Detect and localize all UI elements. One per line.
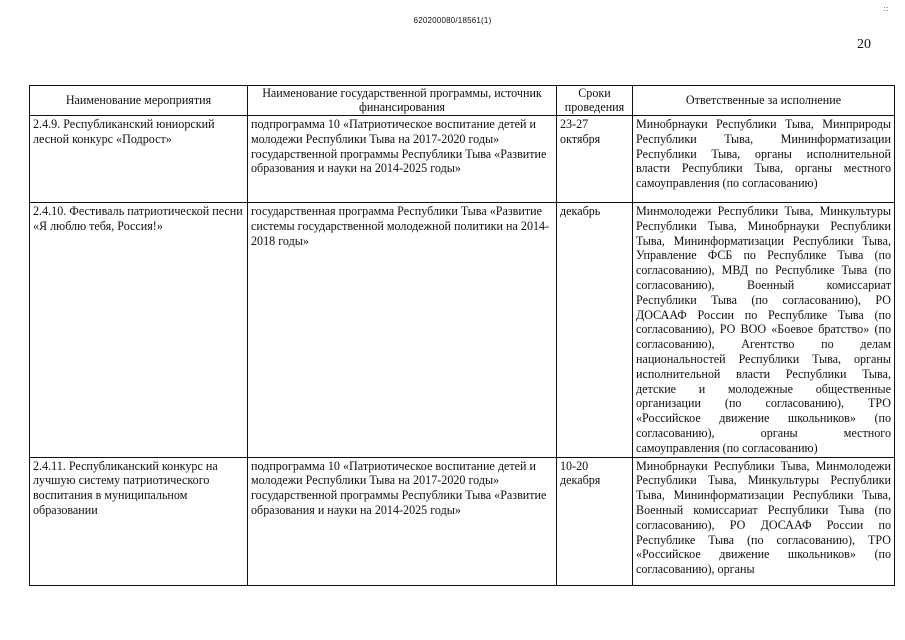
event-cell: 2.4.10. Фестиваль патриотической песни «Я люблю тебя, Россия!» bbox=[30, 203, 248, 458]
table-row bbox=[30, 203, 895, 458]
column-header-event: Наименование мероприятия bbox=[30, 86, 248, 116]
column-header-program: Наименование государственной программы, источник финансирования bbox=[248, 86, 557, 116]
column-header-dates: Сроки проведения bbox=[557, 86, 633, 116]
responsible-cell: Минобрнауки Республики Тыва, Минмолодежи Республики Тыва, Минкультуры Республики Тыва, Мининформатизации Республики Тыва, Военный комиссариат Республики Тыва (по согласованию), РО ДОСААФ России по Республике Тыва (по согласованию), ТРО «Российское движение школьников» (по согласованию), органы bbox=[633, 457, 895, 585]
document-id: 620200080/18561(1) bbox=[413, 16, 492, 25]
event-cell: 2.4.11. Республиканский конкурс на лучшую систему патриотического воспитания в муниципальном образовании bbox=[30, 457, 248, 585]
table-row bbox=[30, 116, 895, 203]
dates-cell: 10-20 декабря bbox=[557, 457, 633, 585]
corner-mark: :: bbox=[883, 4, 889, 13]
program-cell: подпрограмма 10 «Патриотическое воспитание детей и молодежи Республики Тыва на 2017-2020 годы» государственной программы Республики Тыва «Развитие образования и науки на 2014-2025 годы» bbox=[248, 116, 557, 203]
program-cell: государственная программа Республики Тыва «Развитие системы государственной молодежной политики на 2014-2018 годы» bbox=[248, 203, 557, 458]
events-table bbox=[29, 85, 895, 586]
program-cell: подпрограмма 10 «Патриотическое воспитание детей и молодежи Республики Тыва на 2017-2020 годы» государственной программы Республики Тыва «Развитие образования и науки на 2014-2025 годы» bbox=[248, 457, 557, 585]
dates-cell: декабрь bbox=[557, 203, 633, 458]
table-row bbox=[30, 457, 895, 585]
responsible-cell: Минмолодежи Республики Тыва, Минкультуры Республики Тыва, Минобрнауки Республики Тыва, Мининформатизации Республики Тыва, Управление ФСБ по Республике Тыва (по согласованию), МВД по Республике Тыва (по согласованию), Военный комиссариат Республики Тыва (по согласованию), РО ДОСААФ России по Республике Тыва (по согласованию), РО ВОО «Боевое братство» (по согласованию), Агентство по делам национальностей Республики Тыва, органы исполнительной власти Республики Тыва, детские и молодежные общественные организации (по согласованию), ТРО «Российское движение школьников» (по согласованию), органы местного самоуправления (по согласованию) bbox=[633, 203, 895, 458]
responsible-cell: Минобрнауки Республики Тыва, Минприроды Республики Тыва, Мининформатизации Республики Тыва, органы исполнительной власти Республики Тыва, органы местного самоуправления (по согласованию) bbox=[633, 116, 895, 203]
table-header-row bbox=[30, 86, 895, 116]
dates-cell: 23-27 октября bbox=[557, 116, 633, 203]
column-header-responsible: Ответственные за исполнение bbox=[633, 86, 895, 116]
page-number: 20 bbox=[857, 37, 871, 52]
event-cell: 2.4.9. Республиканский юниорский лесной конкурс «Подрост» bbox=[30, 116, 248, 203]
